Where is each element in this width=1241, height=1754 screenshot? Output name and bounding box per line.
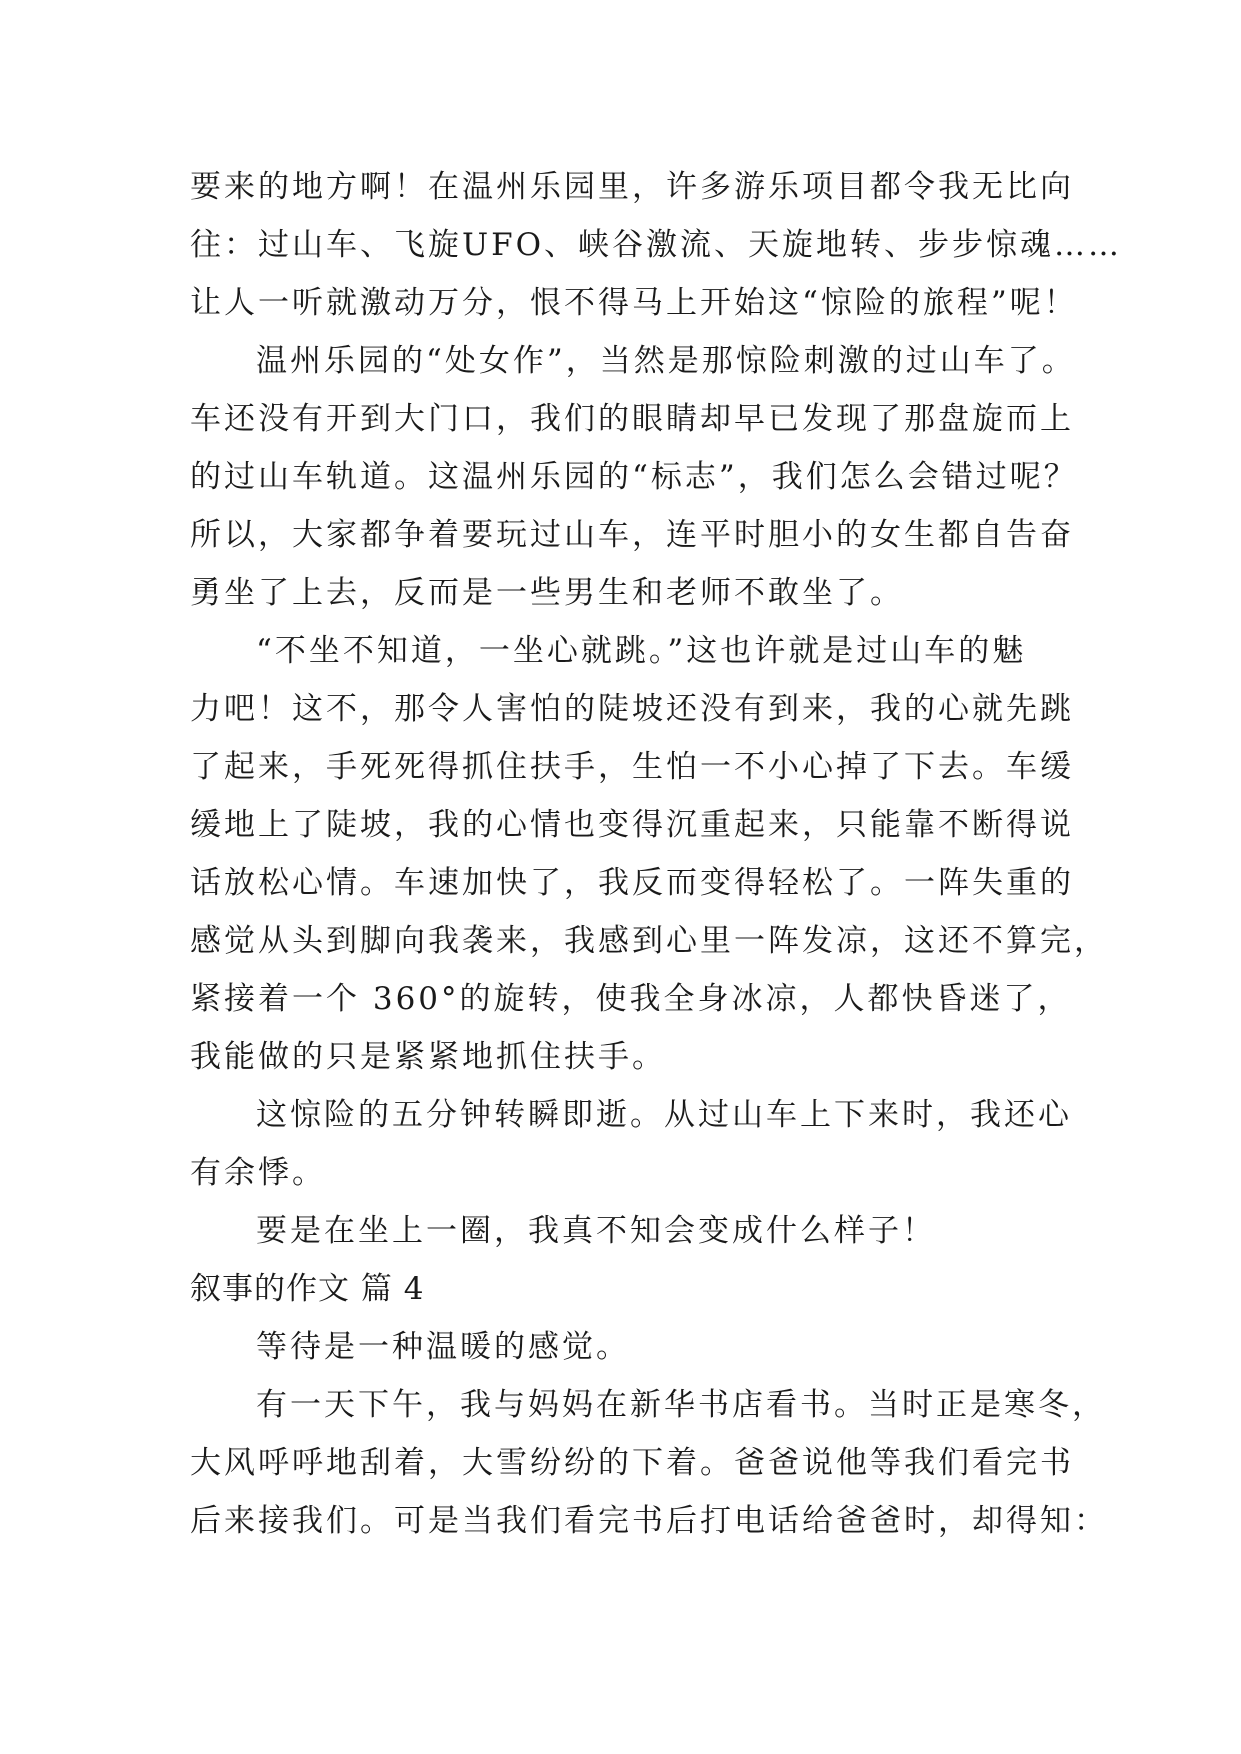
text-line: 温州乐园的“处女作”，当然是那惊险刺激的过山车了。	[256, 343, 1076, 379]
text-line: 有一天下午，我与妈妈在新华书店看书。当时正是寒冬，	[256, 1387, 1106, 1423]
text-line: 感觉从头到脚向我袭来，我感到心里一阵发凉，这还不算完，	[190, 923, 1108, 959]
text-line: 等待是一种温暖的感觉。	[256, 1329, 630, 1365]
section-paragraph-2	[190, 1376, 1108, 1550]
text-line: 这惊险的五分钟转瞬即逝。从过山车上下来时，我还心	[256, 1097, 1072, 1133]
text-line: 勇坐了上去，反而是一些男生和老师不敢坐了。	[190, 575, 904, 611]
section-paragraph-1	[190, 1318, 1070, 1376]
paragraph-4	[190, 1086, 1070, 1202]
paragraph-5	[190, 1202, 1070, 1260]
text-line: 我能做的只是紧紧地抓住扶手。	[190, 1039, 666, 1075]
text-line: 了起来，手死死得抓住扶手，生怕一不小心掉了下去。车缓	[190, 749, 1074, 785]
paragraph-2	[190, 332, 1078, 622]
text-line: 要来的地方啊！在温州乐园里，许多游乐项目都令我无比向	[190, 169, 1074, 205]
text-line: 让人一听就激动万分，恨不得马上开始这“惊险的旅程”呢！	[190, 285, 1078, 321]
text-line: 所以，大家都争着要玩过山车，连平时胆小的女生都自告奋	[190, 517, 1074, 553]
text-line: 要是在坐上一圈，我真不知会变成什么样子！	[256, 1213, 936, 1249]
text-line: 后来接我们。可是当我们看完书后打电话给爸爸时，却得知：	[190, 1503, 1108, 1539]
section-heading: 叙事的作文 篇 4	[190, 1271, 425, 1307]
text-line: 车还没有开到大门口，我们的眼睛却早已发现了那盘旋而上	[190, 401, 1074, 437]
text-line: 力吧！这不，那令人害怕的陡坡还没有到来，我的心就先跳	[190, 691, 1074, 727]
text-line: “不坐不知道，一坐心就跳。”这也许就是过山车的魅	[256, 633, 1027, 669]
document-body	[190, 158, 1123, 1550]
text-line: 大风呼呼地刮着，大雪纷纷的下着。爸爸说他等我们看完书	[190, 1445, 1074, 1481]
text-line: 话放松心情。车速加快了，我反而变得轻松了。一阵失重的	[190, 865, 1074, 901]
paragraph-3	[190, 622, 1108, 1086]
text-line: 的过山车轨道。这温州乐园的“标志”，我们怎么会错过呢？	[190, 459, 1078, 495]
text-line: 往：过山车、飞旋UFO、峡谷激流、天旋地转、步步惊魂……	[190, 227, 1123, 263]
text-line: 紧接着一个 360°的旋转，使我全身冰凉，人都快昏迷了，	[190, 981, 1072, 1017]
text-line: 缓地上了陡坡，我的心情也变得沉重起来，只能靠不断得说	[190, 807, 1074, 843]
text-line: 有余悸。	[190, 1155, 326, 1191]
paragraph-1	[190, 158, 1123, 332]
